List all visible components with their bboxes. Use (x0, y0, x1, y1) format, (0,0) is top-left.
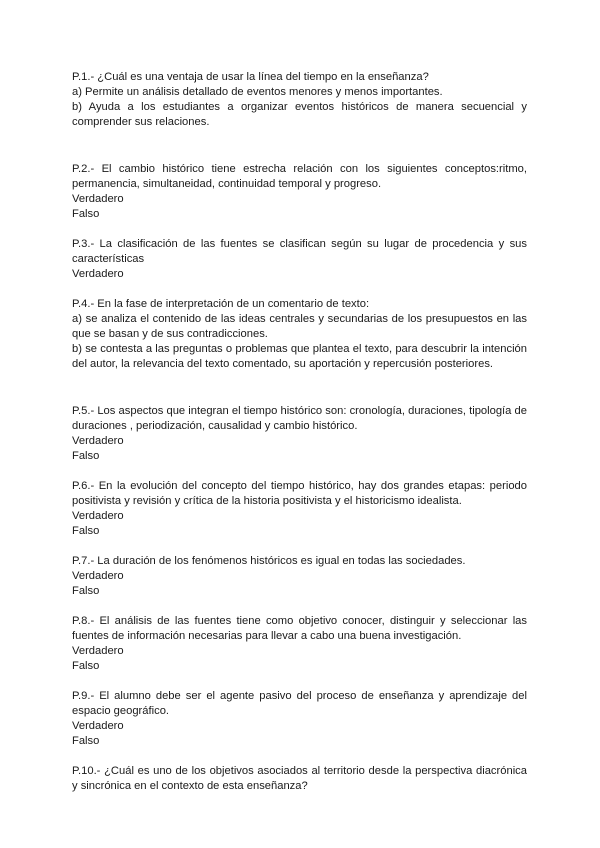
question-text: P.7.- La duración de los fenómenos históricos es igual en todas las sociedades. (72, 555, 466, 567)
question-5 (72, 404, 527, 464)
question-text: P.3.- La clasificación de las fuentes se clasifican según su lugar de procedencia y sus características (72, 238, 527, 265)
option-verdadero: Verdadero (72, 570, 124, 582)
question-text: P.5.- Los aspectos que integran el tiempo histórico son: cronología, duraciones, tipología de duraciones , periodización, causalidad y cambio histórico. (72, 405, 527, 432)
question-8 (72, 614, 527, 674)
option-falso: Falso (72, 585, 100, 597)
question-4 (72, 297, 527, 372)
question-text: P.4.- En la fase de interpretación de un comentario de texto: (72, 298, 370, 310)
option-falso: Falso (72, 660, 100, 672)
question-text: P.10.- ¿Cuál es uno de los objetivos asociados al territorio desde la perspectiva diacrónica y sincrónica en el contexto de esta enseñanza? (72, 765, 527, 792)
option-verdadero: Verdadero (72, 268, 124, 280)
option-a: a) se analiza el contenido de las ideas centrales y secundarias de los presupuestos en las que se basan y de sus contradicciones. (72, 313, 527, 340)
option-b: b) Ayuda a los estudiantes a organizar eventos históricos de manera secuencial y comprender sus relaciones. (72, 101, 527, 128)
question-text: P.6.- En la evolución del concepto del tiempo histórico, hay dos grandes etapas: periodo positivista y revisión y crítica de la historia positivista y el historicismo idealista. (72, 480, 527, 507)
question-7 (72, 554, 527, 599)
question-2 (72, 162, 527, 222)
question-1 (72, 70, 527, 130)
option-verdadero: Verdadero (72, 193, 124, 205)
option-verdadero: Verdadero (72, 720, 124, 732)
question-text: P.2.- El cambio histórico tiene estrecha relación con los siguientes conceptos:ritmo, permanencia, simultaneidad, continuidad temporal y progreso. (72, 163, 527, 190)
option-falso: Falso (72, 450, 100, 462)
question-text: P.8.- El análisis de las fuentes tiene como objetivo conocer, distinguir y seleccionar las fuentes de información necesarias para llevar a cabo una buena investigación. (72, 615, 527, 642)
option-verdadero: Verdadero (72, 510, 124, 522)
document-page (72, 70, 527, 794)
option-verdadero: Verdadero (72, 435, 124, 447)
option-a: a) Permite un análisis detallado de eventos menores y menos importantes. (72, 86, 443, 98)
question-text: P.9.- El alumno debe ser el agente pasivo del proceso de enseñanza y aprendizaje del espacio geográfico. (72, 690, 527, 717)
question-10 (72, 764, 527, 794)
question-6 (72, 479, 527, 539)
option-falso: Falso (72, 525, 100, 537)
question-9 (72, 689, 527, 749)
question-3 (72, 237, 527, 282)
option-falso: Falso (72, 208, 100, 220)
option-verdadero: Verdadero (72, 645, 124, 657)
option-b: b) se contesta a las preguntas o problemas que plantea el texto, para descubrir la intención del autor, la relevancia del texto comentado, su aportación y repercusión posteriores. (72, 343, 527, 370)
question-text: P.1.- ¿Cuál es una ventaja de usar la línea del tiempo en la enseñanza? (72, 71, 429, 83)
option-falso: Falso (72, 735, 100, 747)
